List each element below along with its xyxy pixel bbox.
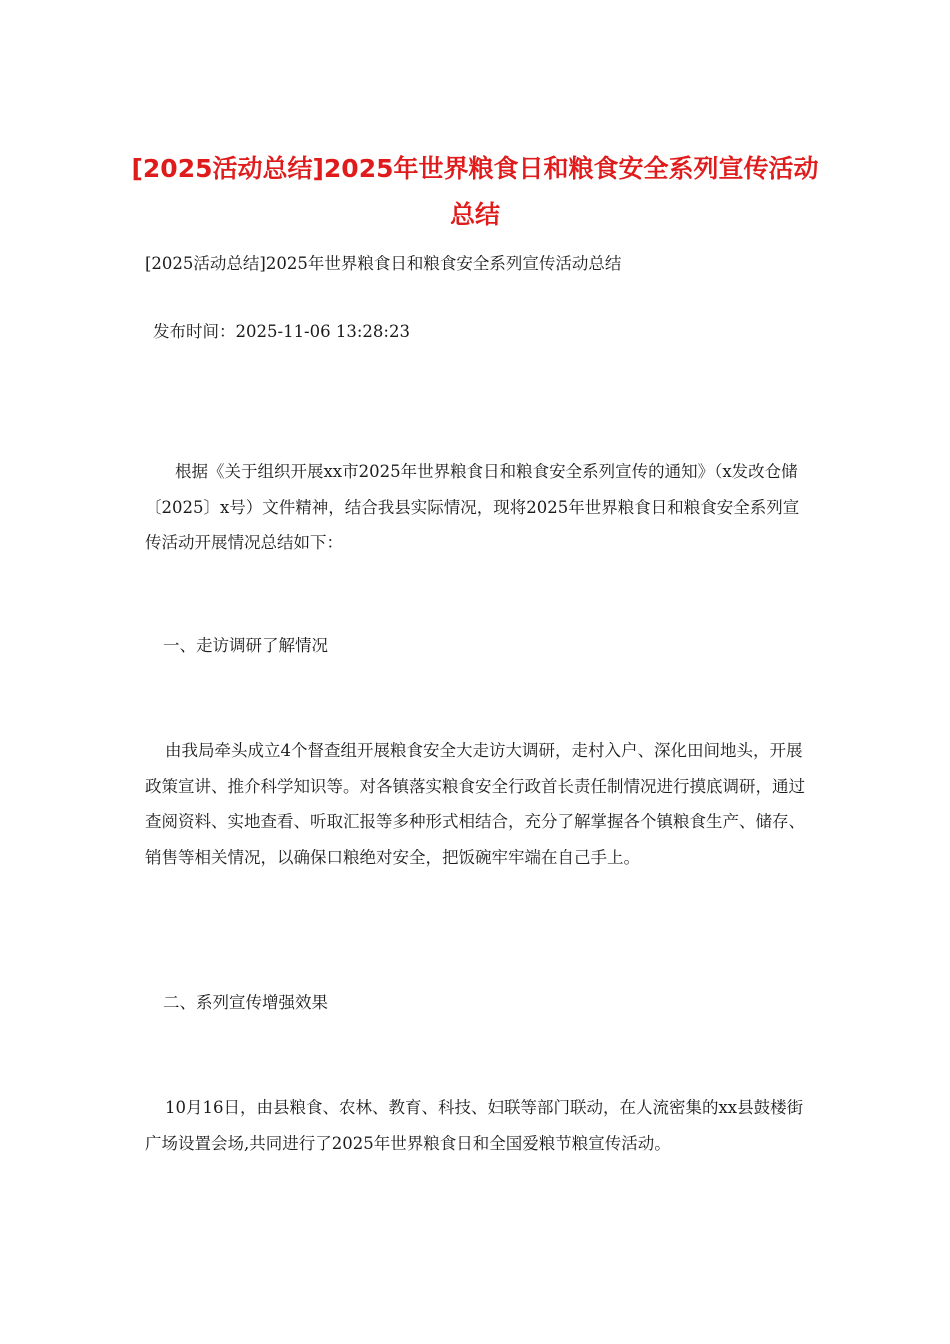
paragraph-section-1: 由我局牵头成立4个督查组开展粮食安全大走访大调研，走村入户、深化田间地头，开展政策宣讲、推介科学知识等。对各镇落实粮食安全行政首长责任制情况进行摸底调研，通过查阅资料、实地查看、听取汇报等多种形式相结合，充分了解掌握各个镇粮食生产、储存、销售等相关情况，以确保口粮绝对安全，把饭碗牢牢端在自己手上。 <box>145 741 805 867</box>
document-title: [2025活动总结]2025年世界粮食日和粮食安全系列宣传活动总结 <box>131 154 819 229</box>
publish-time: 发布时间：2025-11-06 13:28:23 <box>153 322 410 341</box>
paragraph-section-2: 10月16日，由县粮食、农林、教育、科技、妇联等部门联动，在人流密集的xx县鼓楼街广场设置会场,共同进行了2025年世界粮食日和全国爱粮节粮宣传活动。 <box>145 1098 804 1153</box>
section-heading-2: 二、系列宣传增强效果 <box>163 993 328 1012</box>
section-heading-1: 一、走访调研了解情况 <box>163 636 328 655</box>
document-subtitle: [2025活动总结]2025年世界粮食日和粮食安全系列宣传活动总结 <box>145 254 622 273</box>
paragraph-intro: 根据《关于组织开展xx市2025年世界粮食日和粮食安全系列宣传的通知》（x发改仓储〔2025〕x号）文件精神，结合我县实际情况，现将2025年世界粮食日和粮食安全系列宣传活动开展情况总结如下： <box>145 462 800 552</box>
